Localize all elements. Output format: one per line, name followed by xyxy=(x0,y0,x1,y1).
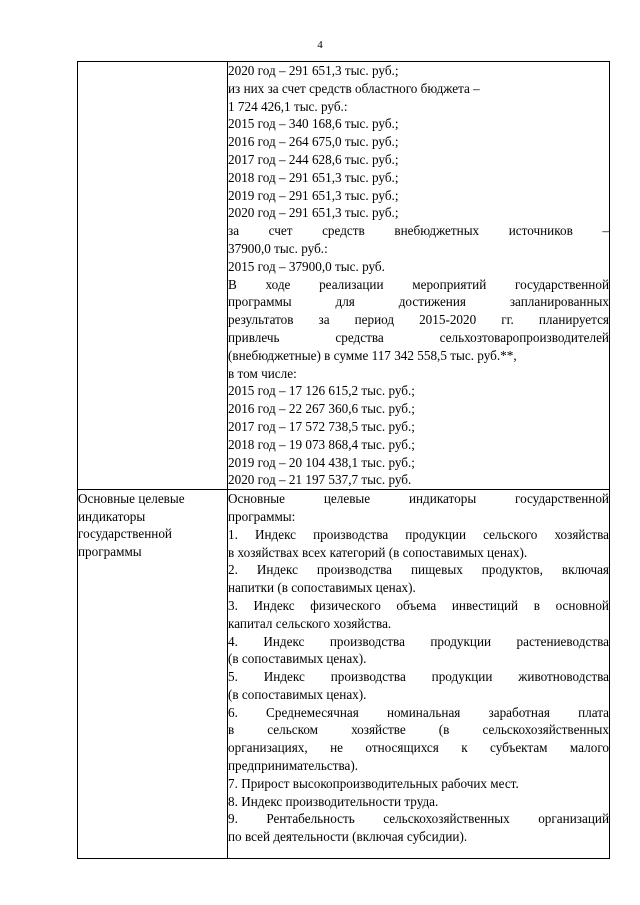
text-line: 1 724 426,1 тыс. руб.: xyxy=(228,98,348,114)
text-line: 4. Индекс производства продукции растениеводства xyxy=(228,633,609,649)
financing-text xyxy=(228,62,609,489)
table-row-financing xyxy=(78,62,610,490)
indicators-text xyxy=(228,490,609,846)
text-line: по всей деятельности (включая субсидии). xyxy=(228,829,468,845)
text-line: организациях, не относящихся к субъектам малого xyxy=(228,740,609,756)
text-line: 2018 год – 19 073 868,4 тыс. руб.; xyxy=(228,436,415,452)
text-line: в сельском хозяйстве (в сельскохозяйственных xyxy=(228,722,609,738)
text-line: программы xyxy=(78,543,142,559)
text-line: 2016 год – 264 675,0 тыс. руб.; xyxy=(228,134,399,150)
text-line: Основные целевые xyxy=(78,491,185,507)
text-line: капитал сельского хозяйства. xyxy=(228,615,392,631)
row2-label-cell xyxy=(78,490,228,859)
text-line: индикаторы xyxy=(78,508,146,524)
text-line: 5. Индекс производства продукции животноводства xyxy=(228,669,609,685)
row1-content-cell xyxy=(228,62,610,490)
page-number: 4 xyxy=(317,39,323,51)
text-line: 37900,0 тыс. руб.: xyxy=(228,240,328,256)
row2-content-cell xyxy=(228,490,610,859)
text-line: 2020 год – 21 197 537,7 тыс. руб. xyxy=(228,472,412,488)
text-line: (в сопоставимых ценах). xyxy=(228,651,367,667)
text-line: 2. Индекс производства пищевых продуктов, включая xyxy=(228,562,609,578)
text-line: в том числе: xyxy=(228,365,297,381)
text-line: за счет средств внебюджетных источников – xyxy=(228,223,609,239)
text-line: 2019 год – 20 104 438,1 тыс. руб.; xyxy=(228,454,415,470)
text-line: результатов за период 2015-2020 гг. планируется xyxy=(228,312,609,328)
text-line: 6. Среднемесячная номинальная заработная плата xyxy=(228,704,609,720)
text-line: 7. Прирост высокопроизводительных рабочих мест. xyxy=(228,775,519,791)
row1-label-cell xyxy=(78,62,228,490)
table-row-indicators xyxy=(78,490,610,859)
text-line: из них за счет средств областного бюджета – xyxy=(228,80,480,96)
text-line: 2018 год – 291 651,3 тыс. руб.; xyxy=(228,169,399,185)
text-line: в хозяйствах всех категорий (в сопоставимых ценах). xyxy=(228,544,528,560)
text-line: 2020 год – 291 651,3 тыс. руб.; xyxy=(228,205,399,221)
text-line: 2016 год – 22 267 360,6 тыс. руб.; xyxy=(228,401,415,417)
text-line: программы: xyxy=(228,508,296,524)
text-line: 2015 год – 17 126 615,2 тыс. руб.; xyxy=(228,383,415,399)
indicators-label xyxy=(78,490,227,560)
text-line: 2017 год – 17 572 738,5 тыс. руб.; xyxy=(228,418,415,434)
text-line: (внебюджетные) в сумме 117 342 558,5 тыс. руб.**, xyxy=(228,347,517,363)
text-line: 8. Индекс производительности труда. xyxy=(228,793,439,809)
text-line: 2019 год – 291 651,3 тыс. руб.; xyxy=(228,187,399,203)
text-line: 2020 год – 291 651,3 тыс. руб.; xyxy=(228,63,399,78)
text-line: 2015 год – 340 168,6 тыс. руб.; xyxy=(228,116,399,132)
text-line: 2015 год – 37900,0 тыс. руб. xyxy=(228,258,385,274)
text-line: 2017 год – 244 628,6 тыс. руб.; xyxy=(228,151,399,167)
text-line: предпринимательства). xyxy=(228,758,359,774)
text-line: (в сопоставимых ценах). xyxy=(228,686,367,702)
text-line: привлечь средства сельхозтоваропроизводителей xyxy=(228,329,609,345)
text-line: Основные целевые индикаторы государственной xyxy=(228,491,609,507)
text-line: государственной xyxy=(78,526,172,542)
passport-table xyxy=(77,61,610,859)
text-line: 3. Индекс физического объема инвестиций в основной xyxy=(228,597,609,613)
text-line: программы для достижения запланированных xyxy=(228,294,609,310)
text-line: напитки (в сопоставимых ценах). xyxy=(228,580,416,596)
text-line: 1. Индекс производства продукции сельского хозяйства xyxy=(228,526,609,542)
text-line: В ходе реализации мероприятий государственной xyxy=(228,276,609,292)
text-line: 9. Рентабельность сельскохозяйственных организаций xyxy=(228,811,609,827)
